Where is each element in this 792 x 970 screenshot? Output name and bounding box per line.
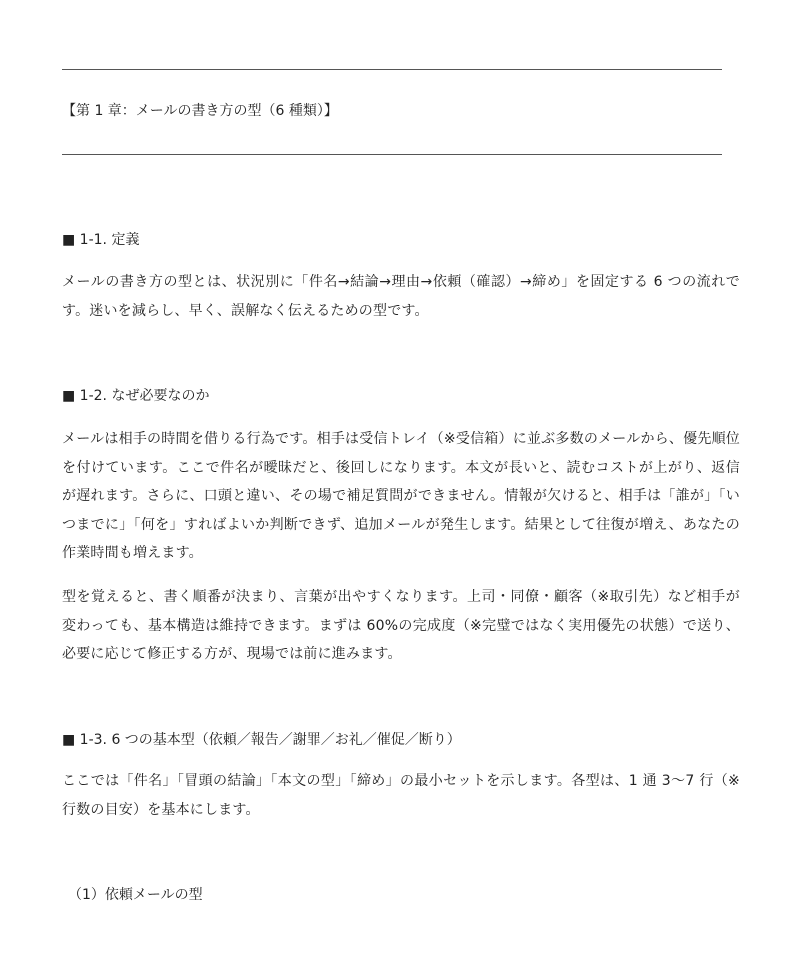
chapter-title: 【第 1 章：メールの書き方の型（6 種類）】 bbox=[62, 103, 338, 119]
section-heading-why-needed: ■ 1-2. なぜ必要なのか bbox=[62, 388, 210, 404]
paragraph-why-needed-2: 型を覚えると、書く順番が決まり、言葉が出やすくなります。上司・同僚・顧客（※取引先）など相手が変わっても、基本構造は維持できます。まずは 60%の完成度（※完璧ではなく実用優先の状態）で送り、必要に応じて修正する方が、現場では前に進みます。 bbox=[62, 589, 740, 662]
paragraph-why-needed-1: メールは相手の時間を借りる行為です。相手は受信トレイ（※受信箱）に並ぶ多数のメールから、優先順位を付けています。ここで件名が曖昧だと、後回しになります。本文が長いと、読むコストが上がり、返信が遅れます。さらに、口頭と違い、その場で補足質問ができません。情報が欠けると、相手は「誰が」「いつまでに」「何を」すればよいか判断できず、追加メールが発生します。結果として往復が増え、あなたの作業時間も増えます。 bbox=[62, 431, 740, 561]
section-heading-definition: ■ 1-1. 定義 bbox=[62, 232, 140, 248]
paragraph-definition: メールの書き方の型とは、状況別に「件名→結論→理由→依頼（確認）→締め」を固定する 6 つの流れです。迷いを減らし、早く、誤解なく伝えるための型です。 bbox=[62, 274, 740, 319]
subsection-heading-request-mail: （1）依頼メールの型 bbox=[68, 887, 203, 903]
section-heading-six-types: ■ 1-3. 6 つの基本型（依頼／報告／謝罪／お礼／催促／断り） bbox=[62, 732, 461, 748]
top-divider bbox=[62, 69, 722, 70]
chapter-divider bbox=[62, 154, 722, 155]
paragraph-six-types: ここでは「件名」「冒頭の結論」「本文の型」「締め」の最小セットを示します。各型は、1 通 3〜7 行（※行数の目安）を基本にします。 bbox=[62, 773, 740, 818]
